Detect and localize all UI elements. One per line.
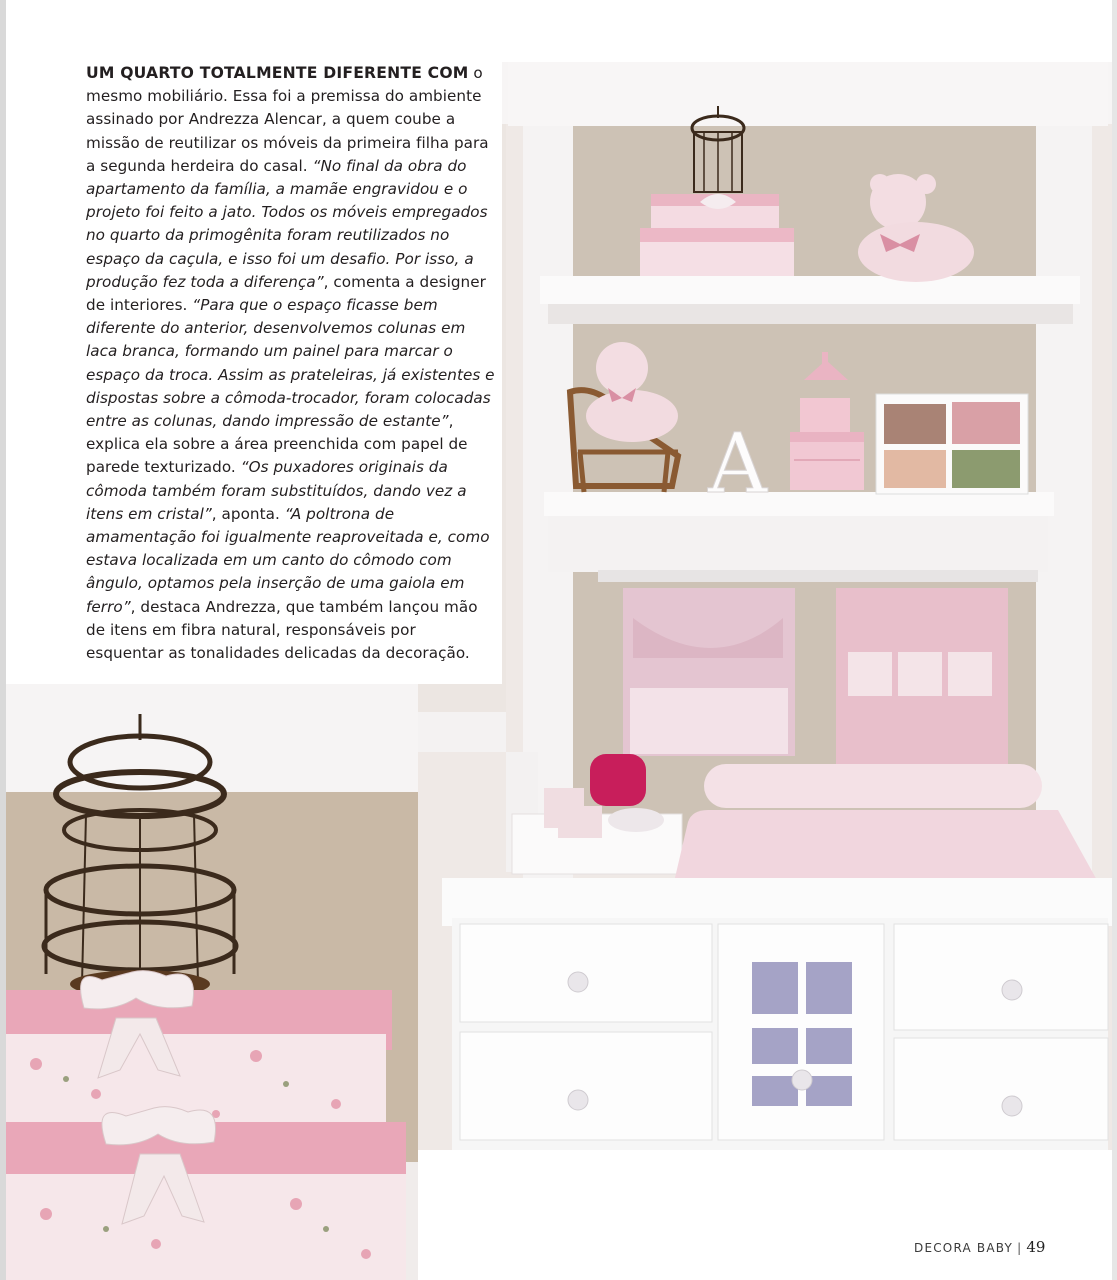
- article-paragraph: , aponta.: [211, 504, 285, 523]
- letter-a-decor: A: [708, 417, 768, 512]
- article-quote: “No final da obra do apartamento da família, a mamãe engravidou e o projeto foi feito a jato. Todos os móveis empregados no quarto da primogênita foram reutilizados no espaço da caçula, e isso foi um desafio. Por isso, a produção fez toda a diferença”: [86, 156, 488, 291]
- article-quote: “Para que o espaço ficasse bem diferente do anterior, desenvolvemos colunas em laca branca, formando um painel para marcar o espaço da troca. Assim as prateleiras, já existentes e dispostas sobre a cômoda-trocador, foram colocadas entre as colunas, dando impressão de estante”: [86, 296, 495, 431]
- article-paragraph: , explica ela sobre a área preenchida com papel de parede texturizado.: [86, 412, 468, 477]
- article-quote: “Os puxadores originais da cômoda também foram substituídos, dando vez a itens em cristal”: [86, 458, 467, 523]
- article-quote: “A poltrona de amamentação foi igualmente reaproveitada e, como estava localizada em um canto do cômodo com ângulo, optamos pela inserção de uma gaiola em ferro”: [86, 504, 490, 616]
- article-text: [86, 62, 496, 665]
- article-paragraph: o mesmo mobiliário. Essa foi a premissa do ambiente assinado por Andrezza Alencar, a quem coube a missão de reutilizar os móveis da primeira filha para a segunda herdeira do casal.: [86, 64, 489, 175]
- magazine-name: DECORA BABY: [914, 1241, 1014, 1255]
- page-number: 49: [1026, 1238, 1046, 1256]
- nursery-illustration: [418, 62, 1112, 1150]
- article-paragraph: , destaca Andrezza, que também lançou mão de itens em fibra natural, responsáveis por esquentar as tonalidades delicadas da decoração.: [86, 597, 478, 663]
- page-edge: [1112, 0, 1117, 1280]
- detail-illustration: [6, 684, 418, 1280]
- footer-separator: |: [1017, 1241, 1023, 1255]
- page-footer: [914, 1238, 1045, 1256]
- article-paragraph: , comenta a designer de interiores.: [86, 272, 486, 315]
- page-gutter: [0, 0, 6, 1280]
- nursery-photo: [418, 62, 1112, 1150]
- article-lead: UM QUARTO TOTALMENTE DIFERENTE COM: [86, 64, 469, 82]
- detail-photo: [6, 684, 418, 1280]
